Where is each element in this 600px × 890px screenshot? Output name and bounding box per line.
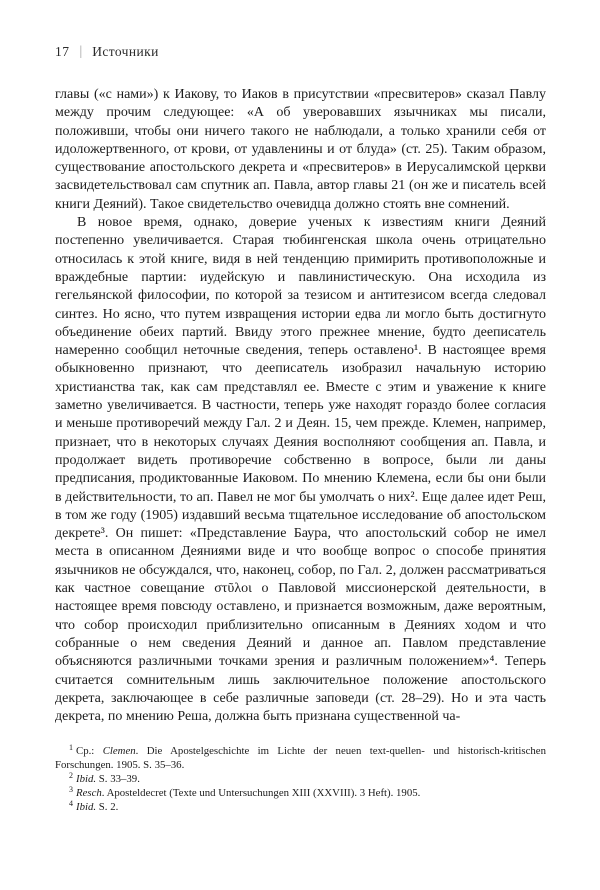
footnote-1 bbox=[55, 744, 546, 772]
footnote-1-text: . Die Apostelgeschichte im Lichte der neuen text-quellen- und historisch-kritischen Forschungen. 1905. S. 35–36. bbox=[55, 745, 546, 772]
page-number: 17 bbox=[55, 44, 70, 59]
footnote-2 bbox=[55, 772, 546, 786]
page-header bbox=[55, 44, 546, 60]
body-text bbox=[55, 86, 546, 726]
footnote-3-author: Resch bbox=[76, 787, 102, 800]
footnote-4-text: S. 2. bbox=[96, 801, 119, 814]
paragraph-continuation: главы («с нами») к Иакову, то Иаков в присутствии «пресвитеров» сказал Павлу между прочим следующее: «А об уверовавших язычниках мы писали, положивши, чтобы они ничего такого не наблюдали, а только хранили себя от идоложертвенного, от крови, от удавленины и от блуда» (ст. 25). Таким образом, существование апостольского декрета и «пресвитеров» в Иерусалимской церкви засвидетельствовал сам спутник ап. Павла, автор главы 21 (он же и писатель всей книги Деяний). Такое свидетельство очевидца должно стоять вне сомнений. bbox=[55, 87, 546, 212]
running-title: Источники bbox=[92, 44, 159, 59]
footnote-3-text: . Aposteldecret (Texte und Untersuchungen XIII (XXVIII). 3 Heft). 1905. bbox=[101, 787, 421, 800]
footnote-1-author: Clemen bbox=[102, 745, 136, 758]
footnote-2-author: Ibid. bbox=[76, 773, 97, 786]
footnote-4-marker: 4 bbox=[69, 798, 73, 808]
header-divider: | bbox=[79, 43, 83, 58]
footnote-2-text: S. 33–39. bbox=[96, 773, 140, 786]
footnotes-section bbox=[55, 744, 546, 814]
footnote-3 bbox=[55, 786, 546, 800]
footnote-3-marker: 3 bbox=[69, 784, 73, 794]
footnote-2-marker: 2 bbox=[69, 770, 73, 780]
footnote-4-author: Ibid. bbox=[76, 801, 97, 814]
paragraph-main: В новое время, однако, доверие ученых к известиям книги Деяний постепенно увеличивается. Старая тюбингенская школа очень отрицательно относилась к этой книге, видя в ней тенденцию примирить противоположные и враждебные партии: иудейскую и павлинистическую. Она исходила из гегельянской философии, по которой за тезисом и антитезисом всегда следовал синтез. Но ясно, что путем извращения истории едва ли могло быть достигнуто объединение обеих партий. Ввиду этого прежнее мнение, будто дееписатель намеренно сообщил неточные сведения, теперь оставлено¹. В настоящее время обыкновенно признают, что дееписатель изобразил начальную историю христианства так, как сам представлял ее. Вместе с этим и уважение к книге заметно увеличивается. В частности, теперь уже находят гораздо более согласия и меньше противоречий между Гал. 2 и Деян. 15, чем прежде. Клемен, например, признает, что в некоторых случаях Деяния восполняют сообщения ап. Павла, и продолжает видеть противоречие собственно в вопросе, были ли даны предписания, продиктованные Иаковом. По мнению Клемена, если бы они были в действительности, то ап. Павел не мог бы умолчать о них². Еще далее идет Реш, в том же году (1905) издавший весьма тщательное исследование об апостольском декрете³. Он пишет: «Представление Баура, что апостольский собор не имел места в описанном Деяниями виде и что вообще вопрос о способе принятия язычников не обсуждался, что, наконец, собор, по Гал. 2, должен рассматриваться как частное совещание στῦλοι о Павловой миссионерской деятельности, в настоящее время повсюду оставлено, и признается возможным, даже вероятным, что собор происходил приблизительно описанным в Деяниях ходом и что собранные о нем сведения Деяний и данное ап. Павлом представление объясняются различными точками зрения и различным положением»⁴. Теперь считается сомнительным лишь заключительное положение апостольского декрета, заключающее в себе различные заповеди (ст. 28–29). Но и эта часть декрета, по мнению Реша, должна быть признана существенной ча- bbox=[55, 215, 546, 725]
footnote-1-prefix: Ср.: bbox=[76, 745, 103, 758]
footnote-1-marker: 1 bbox=[69, 742, 73, 752]
footnote-4 bbox=[55, 800, 546, 814]
